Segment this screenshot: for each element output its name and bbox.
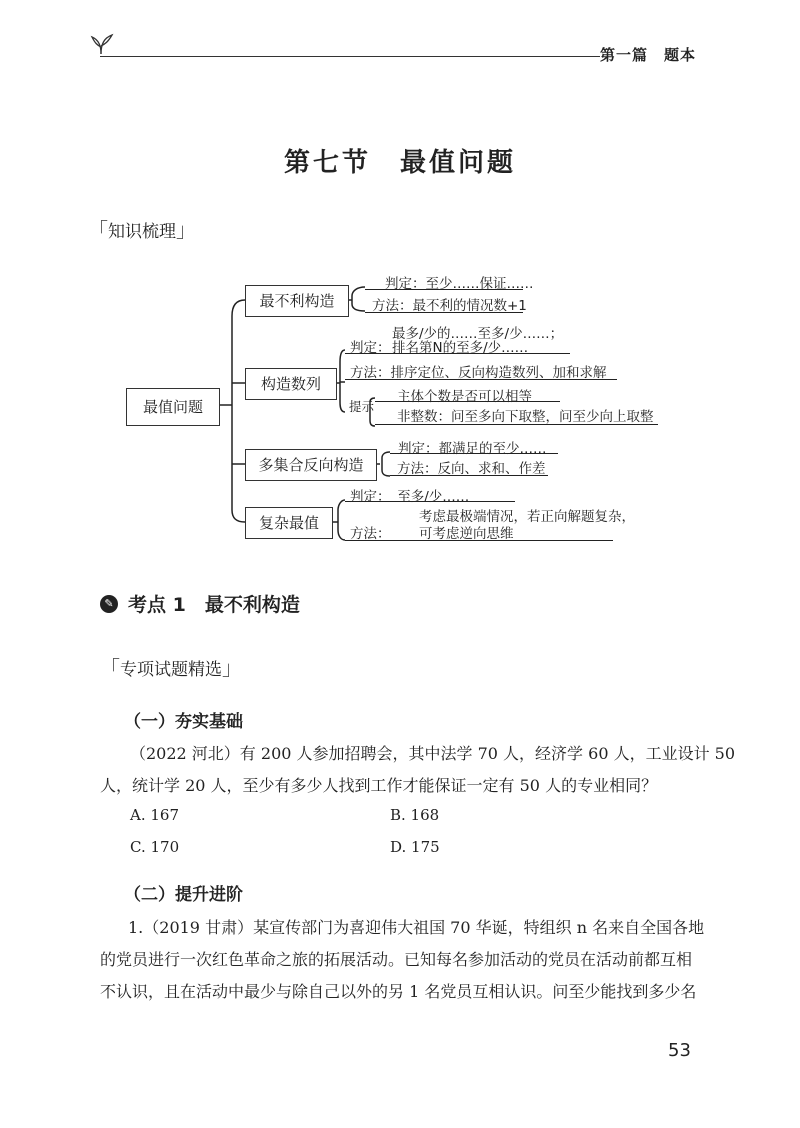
leaf-text: 方法：反向、求和、作差	[397, 461, 546, 477]
section-title: 第七节 最值问题	[283, 148, 516, 178]
question-line: 人，统计学 20 人，至少有多少人找到工作才能保证一定有 50 人的专业相同？	[100, 776, 658, 795]
branch-complex-extremum: 复杂最值	[245, 507, 333, 539]
branch-multi-set-reverse: 多集合反向构造	[245, 449, 377, 481]
leaf-underline	[365, 289, 523, 290]
leaf-text: 考虑最极端情况，若正向解题复杂，	[419, 509, 635, 525]
open-bracket: 「	[88, 218, 108, 242]
leaf-underline	[375, 401, 560, 402]
knowledge-heading-label: 知识梳理	[108, 222, 176, 242]
part2-heading: （二）提升进阶	[124, 885, 243, 905]
leaf-underline	[365, 312, 523, 313]
leaf-text: 判定： 至多/少……	[350, 489, 470, 505]
leaf-underline	[375, 424, 658, 425]
branch-construct-sequence: 构造数列	[245, 368, 337, 400]
option-b: B. 168	[390, 806, 440, 824]
leaf-text: 方法：排序定位、反向构造数列、加和求解	[350, 365, 607, 381]
branch-least-favorable: 最不利构造	[245, 285, 349, 317]
mindmap-root: 最值问题	[126, 388, 220, 426]
leaf-text: 方法：最不利的情况数+1	[372, 298, 527, 314]
leaf-text: 判定：至少……保证……	[385, 276, 534, 292]
leaf-label: 方法：	[350, 526, 391, 542]
topic-heading	[100, 590, 300, 617]
question-line: 的党员进行一次红色革命之旅的拓展活动。已知每名参加活动的党员在活动前都互相	[100, 950, 693, 969]
leaf-text: 可考虑逆向思维	[419, 526, 514, 542]
question-line: 1.（2019 甘肃）某宣传部门为喜迎伟大祖国 70 华诞，特组织 n 名来自全国各地	[128, 918, 705, 937]
leaf-underline	[390, 475, 548, 476]
part-label: 第一篇 题本	[600, 46, 697, 64]
option-c: C. 170	[130, 838, 180, 856]
leaf-underline	[345, 501, 515, 502]
leaf-underline	[345, 353, 570, 354]
close-bracket: 」	[222, 656, 242, 680]
practice-heading-label: 专项试题精选	[120, 660, 222, 680]
leaf-text: 主体个数是否可以相等	[397, 389, 532, 405]
leaf-underline	[345, 540, 613, 541]
question-line: 不认识，且在活动中最少与除自己以外的另 1 名党员互相认识。问至少能找到多少名	[100, 982, 697, 1001]
leaf-text: 排名第N的至多/少……	[392, 340, 529, 356]
open-bracket: 「	[100, 656, 120, 680]
leaf-text: 最多/少的……至多/少……；	[392, 326, 564, 342]
leaf-label: 判定：	[350, 340, 391, 356]
topic-title: 考点 1 最不利构造	[128, 594, 300, 616]
page-number: 53	[668, 1040, 691, 1061]
leaf-underline	[345, 379, 617, 380]
leaf-label: 提示	[349, 399, 375, 414]
leaf-text: 判定：都满足的至少……	[398, 441, 547, 457]
question-line: （2022 河北）有 200 人参加招聘会，其中法学 70 人，经济学 60 人，工业设计 50	[130, 744, 736, 763]
part1-heading: （一）夯实基础	[124, 712, 243, 732]
option-d: D. 175	[390, 838, 440, 856]
option-a: A. 167	[130, 806, 179, 824]
practice-heading	[100, 652, 242, 681]
leaf-text: 非整数：问至多向下取整，问至少向上取整	[397, 409, 654, 425]
leaf-underline	[390, 453, 558, 454]
pencil-badge-icon: ✎	[100, 595, 118, 613]
close-bracket: 」	[176, 218, 196, 242]
